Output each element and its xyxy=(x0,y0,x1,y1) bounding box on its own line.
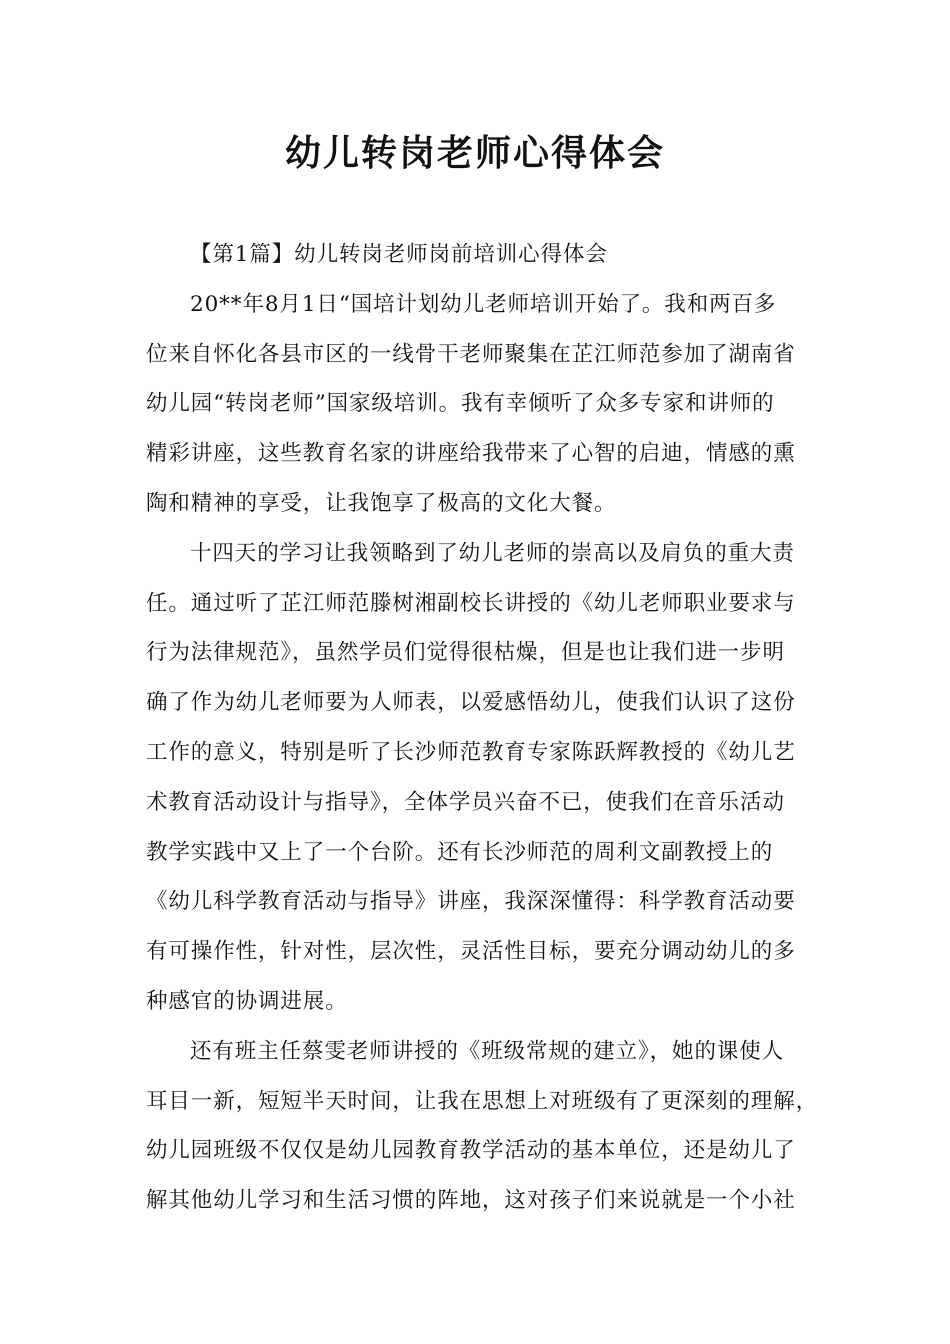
paragraph-line: 精彩讲座，这些教育名家的讲座给我带来了心智的启迪，情感的熏 xyxy=(146,441,796,467)
paragraph-line: 任。通过听了芷江师范滕树湘副校长讲授的《幼儿老师职业要求与 xyxy=(146,590,796,616)
section-heading: 【第1篇】幼儿转岗老师岗前培训心得体会 xyxy=(190,242,608,267)
paragraph-line: 幼儿园“转岗老师”国家级培训。我有幸倾听了众多专家和讲师的 xyxy=(146,391,775,417)
document-body xyxy=(146,230,819,1226)
paragraph-line: 位来自怀化各县市区的一线骨干老师聚集在芷江师范参加了湖南省 xyxy=(146,341,796,367)
paragraph-line: 陶和精神的享受，让我饱享了极高的文化大餐。 xyxy=(146,490,617,516)
paragraph-line: 确了作为幼儿老师要为人师表，以爱感悟幼儿，使我们认识了这份 xyxy=(146,690,796,716)
paragraph-line: 教学实践中又上了一个台阶。还有长沙师范的周利文副教授上的 xyxy=(146,839,774,865)
paragraph-line: 行为法律规范》，虽然学员们觉得很枯燥，但是也让我们进一步明 xyxy=(146,640,785,666)
paragraph-line: 还有班主任蔡雯老师讲授的《班级常规的建立》，她的课使人 xyxy=(190,1038,785,1064)
paragraph-line: 《幼儿科学教育活动与指导》讲座，我深深懂得：科学教育活动要 xyxy=(146,889,796,915)
paragraph-line: 20**年8月1日“国培计划幼儿老师培训开始了。我和两百多 xyxy=(190,291,777,317)
paragraph-line: 有可操作性，针对性，层次性，灵活性目标，要充分调动幼儿的多 xyxy=(146,939,796,965)
paragraph-line: 种感官的协调进展。 xyxy=(146,988,348,1014)
document-title: 幼儿转岗老师心得体会 xyxy=(284,132,665,174)
paragraph-line: 解其他幼儿学习和生活习惯的阵地，这对孩子们来说就是一个小社 xyxy=(146,1188,796,1214)
paragraph-line: 幼儿园班级不仅仅是幼儿园教育教学活动的基本单位，还是幼儿了 xyxy=(146,1138,796,1164)
paragraph-line: 工作的意义，特别是听了长沙师范教育专家陈跃辉教授的《幼儿艺 xyxy=(146,739,796,765)
paragraph-line: 术教育活动设计与指导》，全体学员兴奋不已，使我们在音乐活动 xyxy=(146,789,785,815)
paragraph-line: 耳目一新，短短半天时间，让我在思想上对班级有了更深刻的理解， xyxy=(146,1088,819,1114)
paragraph-line: 十四天的学习让我领略到了幼儿老师的崇高以及肩负的重大责 xyxy=(190,540,795,566)
